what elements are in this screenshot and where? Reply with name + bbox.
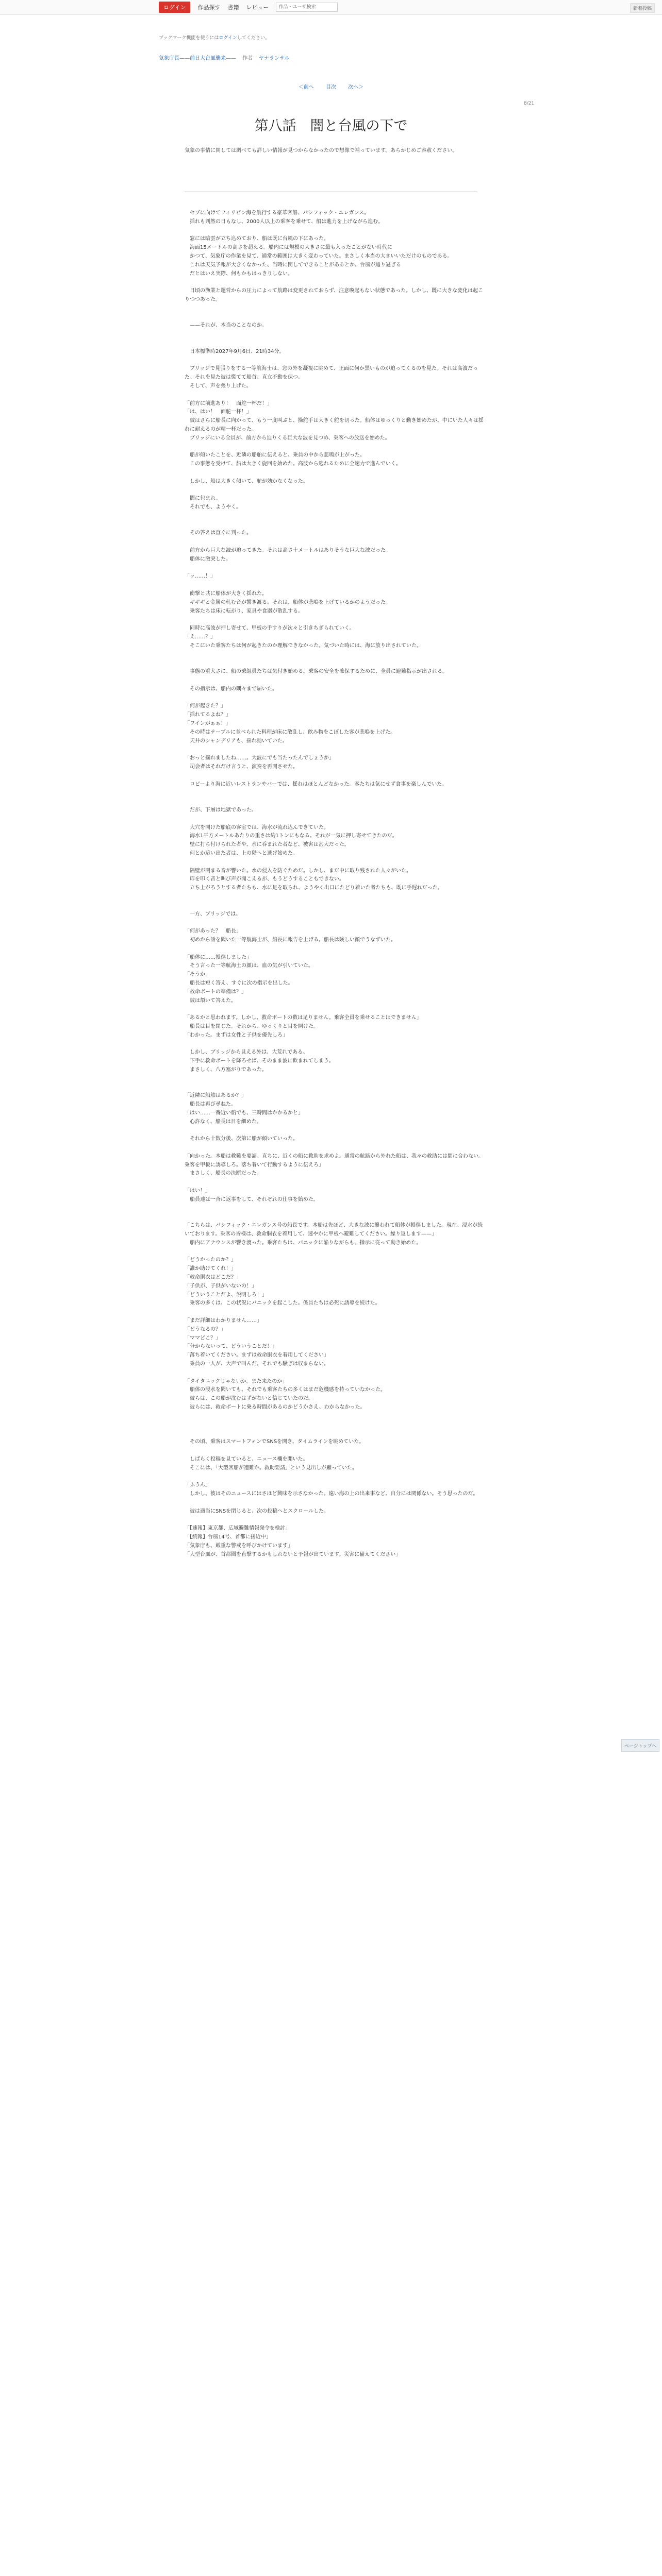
story-paragraph: 「近隣に船舶はあるか？」 (185, 1093, 246, 1099)
story-paragraph: 「そうか」 (185, 972, 210, 978)
story-paragraph: そこには、「大型客船が遭難か。救助要請」という見出しが躍っていた。 (185, 1465, 357, 1471)
story-paragraph: 船が傾いたことを、近隣の船舶に伝えると、乗員の中から悲鳴が上がった。 (185, 452, 365, 459)
blank-line (185, 278, 484, 287)
story-paragraph: しかし、船は大きく傾いて、舵が効かなくなった。 (185, 478, 308, 484)
nav-link-reviews[interactable]: レビュー (246, 4, 269, 11)
story-paragraph: しばらく投稿を見ていると、ニュース欄を開いた。 (185, 1456, 308, 1462)
blank-line (185, 694, 484, 703)
story-paragraph: セブに向けてフィリピン海を航行する豪華客船、パシフィック・エレガンス。 (185, 210, 370, 216)
story-paragraph: 「は、はい！ 面舵一杯！」 (185, 409, 252, 415)
blank-line (185, 616, 484, 624)
story-paragraph: 「え……？」 (185, 634, 216, 640)
story-paragraph: しかし、ブリッジから見える外は、大荒れである。 (185, 1049, 308, 1056)
story-paragraph: 彼らは、この船が沈むはずがないと信じていたのだ。 (185, 1396, 313, 1402)
blank-line (185, 521, 484, 530)
story-paragraph: 「まだ詳細はわかりません……」 (185, 1318, 262, 1324)
blank-line (185, 469, 484, 478)
story-paragraph: それでも、ようやく。 (185, 504, 241, 511)
story-paragraph: 下手に救命ボートを降ろせば、そのまま波に飲まれてしまう。 (185, 1058, 334, 1064)
story-paragraph: その指示は、船内の隅々まで届いた。 (185, 686, 277, 692)
blank-line (185, 1499, 484, 1507)
story-paragraph: そして、声を張り上げた。 (185, 383, 252, 389)
story-paragraph: 「分からないって、どういうことだ！」 (185, 1344, 277, 1350)
chapter-title: 第八話 闇と台風の下で (254, 118, 408, 134)
blank-line (185, 798, 484, 806)
blank-line (185, 1083, 484, 1092)
blank-line (185, 1308, 484, 1317)
story-paragraph: 「前方に前進あり！ 面舵一杯だ！」 (185, 400, 272, 406)
top-bar (0, 0, 662, 15)
story-paragraph: ブリッジで見張りをする一等航海士は、窓の外を凝視に眺めて、正面に何か黒いものが迫ってくるのを見た。それは高波だった。それを見た彼は慌てて船首、直立不動を保つ。 (185, 366, 478, 381)
story-paragraph: 船体の浸水を聞いても、それでも乗客たちの多くはまだ危機感を持っていなかった。 (185, 1387, 386, 1393)
story-paragraph: 「ママどこ？」 (185, 1335, 221, 1341)
story-paragraph: 壁に打ち付けられた者や、水に呑まれた者など、被害は甚大だった。 (185, 842, 350, 848)
story-paragraph: この事態を受けて、船は大きく旋回を始めた。高波から逃れるために全速力で進んでいく。 (185, 461, 401, 467)
story-paragraph: 「何が起きた？」 (185, 703, 226, 709)
blank-line (185, 512, 484, 521)
story-paragraph: だとはいえ実際、何もかもはっきりしない。 (185, 270, 293, 277)
story-paragraph: 「気象庁も、厳重な警戒を呼びかけています」 (185, 1543, 293, 1549)
story-paragraph: 彼は適当にSNSを閉じると、次の投稿へとスクロールした。 (185, 1508, 329, 1514)
story-paragraph: 「救命ボートの準備は？」 (185, 989, 246, 995)
story-paragraph: 「おっと揺れましたね……。大波にでも当たったんでしょうか」 (185, 755, 334, 761)
blank-line (185, 443, 484, 452)
notice-prefix: ブックマーク機能を使うには (159, 36, 219, 41)
blank-line (185, 538, 484, 547)
author-label: 作者 (242, 56, 253, 61)
story-paragraph: 乗客たちは床に転がり、家具や食器が散乱する。 (185, 608, 303, 614)
story-paragraph: 「子供が、子供がいないの！」 (185, 1283, 257, 1289)
story-paragraph: 事態の重大さに、船の乗組員たちは気付き始める。乗客の安全を確保するために、全員に避難指示が出される。 (185, 669, 448, 675)
blank-line (185, 789, 484, 798)
blank-line (185, 581, 484, 590)
blank-line (185, 339, 484, 348)
story-paragraph: 乗客の多くは、この状況にパニックを起こした。係員たちは必死に誘導を続けた。 (185, 1300, 380, 1307)
blank-line (185, 1005, 484, 1014)
chapter-pager (0, 82, 662, 90)
story-paragraph: 前方から巨大な波が迫ってきた。それは高さ十メートルはありそうな巨大な波だった。 (185, 548, 391, 554)
prev-chapter-link[interactable]: ＜前へ (298, 84, 314, 90)
story-paragraph: 「ワインがぁぁ！」 (185, 721, 231, 727)
nav-link-search-works[interactable]: 作品探す (197, 4, 221, 11)
story-paragraph: 「ふうん」 (185, 1482, 210, 1488)
story-paragraph: 衝撃と共に船体が大きく揺れた。 (185, 591, 267, 597)
story-paragraph: 船員達は一斉に返事をして、それぞれの仕事を始めた。 (185, 1196, 319, 1202)
story-paragraph: そう言った一等航海士の顔は、血の気が引いていた。 (185, 963, 313, 969)
foreword: 気象の事情に関しては調べても詳しい情報が見つからなかったので想像で補っています。あらかじめご容赦ください。 (185, 148, 458, 154)
story-paragraph: ——それが、本当のことなのか。 (185, 323, 267, 329)
toc-link[interactable]: 目次 (326, 84, 336, 90)
story-paragraph: その答えは直ぐに判った。 (185, 530, 252, 536)
story-paragraph: 司会者はそれだけ言うと、演奏を再開させた。 (185, 764, 298, 770)
story-paragraph: 「はい！」 (185, 1188, 210, 1194)
story-paragraph: 揺れも判然の日もなし、2000人以上の乗客を乗せて、船は進力を上げながら進む。 (185, 218, 384, 225)
blank-line (185, 227, 484, 235)
blank-line (185, 659, 484, 668)
story-paragraph: 海水1平方メートルあたりの重さは約1トンにもなる。それが一気に押し寄せてきたのだ。 (185, 833, 398, 839)
notice-login-link[interactable]: ログイン (219, 36, 237, 41)
story-paragraph: 「わかった。まずは女性と子供を優先しろ」 (185, 1032, 288, 1038)
story-paragraph: 「タイタニックじゃないか。また来たのか」 (185, 1378, 288, 1384)
story-paragraph: 乗員の一人が、大声で叫んだ。それでも騒ぎは収まらない。 (185, 1361, 329, 1367)
blank-line (185, 1213, 484, 1222)
blank-line (185, 676, 484, 685)
blank-line (185, 1412, 484, 1421)
story-paragraph: まさしく、船長の決断だった。 (185, 1171, 262, 1177)
story-paragraph: かつて、気象庁の作業を見て、通常の範囲は大きく変わっていた。まさしく本当の大きいいただけのものである。 (185, 253, 453, 259)
blank-line (185, 564, 484, 573)
story-paragraph: これは天気予報が大きくなかった、当時に関してできることがあるとか。台風が通り過ぎる (185, 262, 401, 268)
story-paragraph: ロビーより海に近いレストランやバーでは、揺れはほとんどなかった。客たちは気にせず食事を楽しんでいた。 (185, 781, 448, 787)
top-bar-inner (159, 0, 338, 14)
story-paragraph: 海面15メートルの高さを超える。船内には規模の大きさに最も入ったことがない時代に (185, 245, 392, 251)
next-chapter-link[interactable]: 次へ＞ (348, 84, 364, 90)
story-paragraph: 「揺れてるよね？」 (185, 712, 231, 718)
blank-line (185, 1447, 484, 1455)
blank-line (185, 1126, 484, 1135)
blank-line (185, 391, 484, 400)
story-paragraph: 隔壁が閉まる音が響いた。水の侵入を防ぐためだ。しかし、まだ中に取り残された人々がいた。 (185, 868, 411, 874)
story-paragraph: 「どうなるの？」 (185, 1326, 226, 1332)
blank-line (185, 1516, 484, 1524)
story-paragraph: 闇に包まれ。 (185, 496, 221, 502)
blank-line (185, 1178, 484, 1187)
blank-line (185, 919, 484, 927)
story-paragraph: 「船体に……損傷しました」 (185, 954, 252, 960)
story-paragraph: それから十数分後、次第に船が傾いていった。 (185, 1136, 298, 1142)
blank-line (185, 1205, 484, 1213)
story-paragraph: 「大型台風が、首都圏を直撃するかもしれないと予報が出ています。災害に備えてください」 (185, 1551, 401, 1557)
blank-line (185, 486, 484, 495)
story-paragraph: 「どうかったのか？」 (185, 1257, 236, 1263)
story-paragraph: 何とか這い出た者は、上の階へと逃げ始めた。 (185, 850, 298, 856)
new-posts-button[interactable]: 新着投稿 (630, 3, 655, 13)
story-paragraph: 船長は再び尋ねた。 (185, 1101, 236, 1108)
story-paragraph: 大穴を開けた船底の客室では、海水が流れ込んできていた。 (185, 824, 329, 831)
login-button[interactable]: ログイン (159, 2, 190, 13)
story-paragraph: 窓には暗雲が立ち込めており、船は既に台風の下にあった。 (185, 236, 329, 242)
breadcrumb (159, 54, 290, 61)
story-paragraph: 「ッ……！」 (185, 573, 216, 580)
page-number: 8/21 (524, 101, 535, 106)
blank-line (185, 858, 484, 867)
nav-link-books[interactable]: 書籍 (227, 4, 239, 11)
blank-line (185, 745, 484, 754)
story-paragraph: 天井のシャンデリアも、揺れ動いていた。 (185, 738, 288, 744)
blank-line (185, 815, 484, 824)
story-paragraph: 「【続報】台風14号、首都に接近中」 (185, 1534, 271, 1540)
story-paragraph: 彼は頷いて答えた。 (185, 997, 236, 1004)
story-paragraph: 彼らには、救命ボートに乗る時間があるのかどうかさえ、わからなかった。 (185, 1404, 366, 1410)
blank-line (185, 772, 484, 781)
story-paragraph: 心許なく、船長は目を細めた。 (185, 1118, 262, 1125)
story-paragraph: 「救命胴衣はどこだ？」 (185, 1275, 241, 1281)
notice-suffix: してください。 (237, 36, 270, 41)
story-paragraph: 初めから話を聞いた一等航海士が、船長に報告を上げる。船長は険しい顔でうなずいた。 (185, 937, 396, 943)
story-paragraph: 「落ち着いてください。まずは救命胴衣を着用してください」 (185, 1352, 329, 1359)
story-paragraph: 彼はさらに船長に向かって、もう一度叫ぶと、操舵手は大きく舵を切った。船体はゆっくりと動き始めたが、中にいた人々は揺れに耐えるのが精一杯だった。 (185, 418, 484, 432)
story-paragraph: 日頃の漁業と運営からの圧力によって航路は変更されておらず、注意喚起もない状態であった。しかし、既に大きな変化は起こりつつあった。 (185, 288, 484, 302)
story-paragraph: 同時に高波が押し寄せて、甲板の手すりが次々と引きちぎられていく。 (185, 625, 355, 632)
blank-line (185, 945, 484, 954)
blank-line (185, 902, 484, 910)
story-paragraph: 「何があった？ 船長」 (185, 928, 241, 935)
story-paragraph: 立ち上がろうとする者たちも、水に足を取られ、ようやく出口にたどり着いた者たちも、既に手遅れだった。 (185, 885, 443, 891)
bookmark-notice (159, 34, 270, 41)
story-paragraph: 船体に激突した。 (185, 556, 231, 562)
author-link[interactable]: ヤナランサル (259, 56, 290, 61)
blank-line (185, 1144, 484, 1153)
blank-line (185, 304, 484, 313)
story-paragraph: その時はテーブルに並べられた料理が床に散乱し、飲み物をこぼした客が悲鳴を上げた。 (185, 729, 396, 735)
page-top-button[interactable]: ページトップへ (621, 1739, 659, 1752)
story-paragraph: 船内にアナウンスが響き渡った。乗客たちは、パニックに陥りながらも、指示に従って動き始めた。 (185, 1240, 422, 1246)
story-paragraph: ブリッジにいる全員が、前方から迫りくる巨大な波を見つめ、乗客への放送を始めた。 (185, 435, 390, 441)
story-paragraph: その頃、乗客はスマートフォンでSNSを開き、タイムラインを眺めていた。 (185, 1439, 365, 1445)
story-paragraph: 「誰か助けてくれ！」 (185, 1266, 236, 1272)
story-paragraph: 「向かった。本船は救難を要請。直ちに、近くの船に救助を求めよ。通常の航路から外れた船は、我々の救助には間に合わない。乗客を甲板に誘導しろ。落ち着いて行動するように伝えろ」 (185, 1153, 484, 1168)
story-paragraph: 「どういうことだよ、説明しろ！」 (185, 1292, 267, 1298)
story-paragraph: ギギギと金属の軋む音が響き渡る。それは、船体が悲鳴を上げているかのようだった。 (185, 599, 391, 605)
story-paragraph: 日本標準時2027年9月6日、21時34分。 (185, 348, 285, 354)
story-paragraph: 「こちらは、パシフィック・エレガンス号の船長です。本船は先ほど、大きな波に襲われて船体が損傷しました。現在、浸水が続いております。乗客の皆様は、救命胴衣を着用して、速やかに甲板へ避難してください。繰り返します——」 (185, 1223, 483, 1238)
blank-line (185, 1248, 484, 1257)
search-input[interactable] (276, 3, 338, 12)
story-paragraph: そこにいた乗客たちは何が起きたのか理解できなかった。気づいた時には、海に放り出されていた。 (185, 642, 422, 649)
story-paragraph: 「【速報】東京都、広域避難情報発令を検討」 (185, 1526, 290, 1532)
blank-line (185, 651, 484, 659)
blank-line (185, 330, 484, 339)
story-paragraph: だが、下層は地獄であった。 (185, 807, 257, 813)
story-paragraph: 「あるかと思われます。しかし、救命ボートの数は足りません。乗客全員を乗せることはできません」 (185, 1015, 422, 1021)
story-paragraph: 船長は短く答え、すぐに次の指示を出した。 (185, 980, 293, 986)
story-paragraph: 「はい……一番近い船でも、三時間はかかるかと」 (185, 1110, 303, 1116)
blank-line (185, 1421, 484, 1430)
blank-line (185, 1369, 484, 1378)
story-paragraph: 船長は目を閉じた。それから、ゆっくりと目を開けた。 (185, 1023, 319, 1029)
story-paragraph: しかし、彼はそのニュースにはさほど興味を示さなかった。遠い海の上の出来事など、自分には関係ない。そう思ったのだ。 (185, 1490, 478, 1497)
blank-line (185, 1429, 484, 1438)
blank-line (185, 1472, 484, 1481)
story-paragraph: 一方、ブリッジでは。 (185, 911, 241, 917)
blank-line (185, 357, 484, 365)
blank-line (185, 1040, 484, 1049)
series-title-link[interactable]: 気象庁長——前日大台風襲来—— (159, 56, 236, 61)
blank-line (185, 893, 484, 902)
story-paragraph: まさしく、八方塞がりであった。 (185, 1066, 267, 1073)
story-body (185, 209, 484, 1559)
blank-line (185, 1075, 484, 1083)
story-paragraph: 扉を叩く音と叫び声が聞こえるが、もうどうすることもできない。 (185, 876, 344, 883)
blank-line (185, 313, 484, 322)
